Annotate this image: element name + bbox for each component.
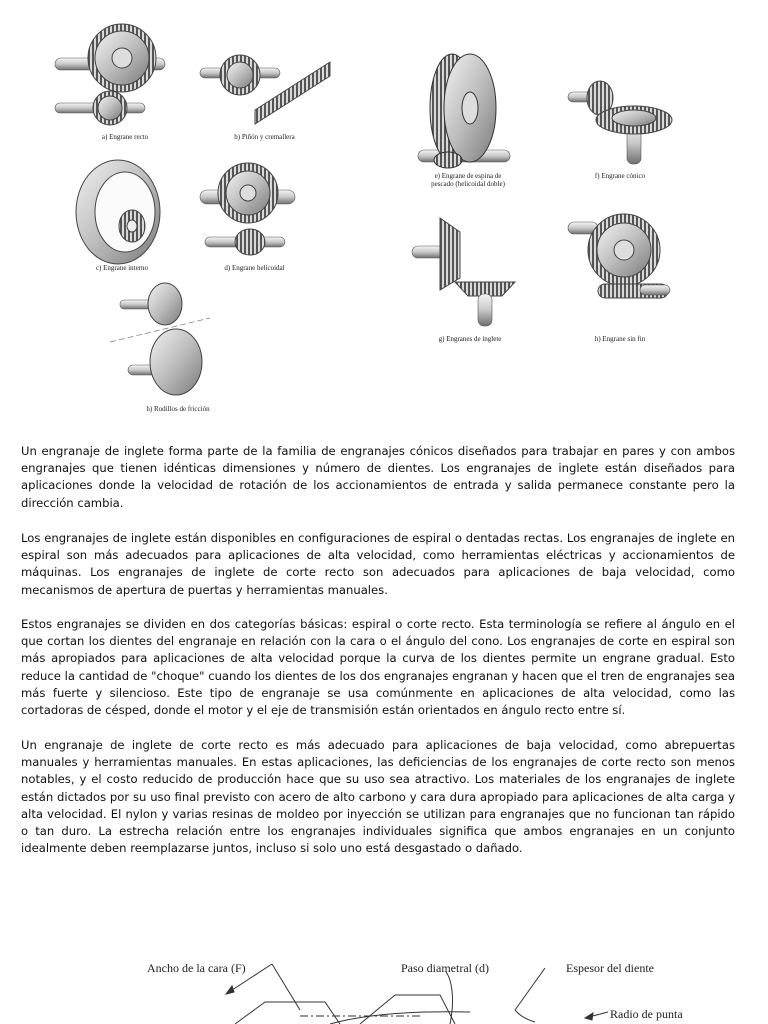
helical-gear-drawing xyxy=(200,163,295,255)
paragraph-4: Un engranaje de inglete de corte recto es más adecuado para aplicaciones de baja velocidad, como abrepuertas manuales y herramientas manuales. En estas aplicaciones, las deficiencias de los engranajes de corte recto son menos notables, y el costo reducido de producción hace que su uso sea atractivo. Los materiales de los engranajes de inglete están dictados por su uso final previsto con acero de alto carbono y cara dura apropiado para aplicaciones de alta carga y alta velocidad. El nylon y varias resinas de moldeo por inyección se utilizan para engranajes que no funcionan tan rápido o tan duro. La estrecha relación entre los engranajes individuales significa que ambos engranajes en un conjunto idealmente deben reemplazarse juntos, incluso si solo uno está desgastado o dañado. xyxy=(21,738,735,856)
caption-herringbone-gear xyxy=(418,172,518,188)
rack-pinion-drawing xyxy=(200,55,330,124)
caption-herringbone-line1: e) Engrane de espina de xyxy=(434,172,502,180)
paragraph-2: Los engranajes de inglete están disponibles en configuraciones de espiral o dentadas rectas. Los engranajes de inglete en espiral son más adecuados para aplicaciones de alta velocidad, como herramientas eléctricas y accionamientos de máquinas. Los engranajes de inglete de corte recto son adecuados para aplicaciones de baja velocidad, como mecanismos de apertura de puertas y herramientas manuales. xyxy=(21,531,735,597)
caption-bevel-gear: f) Engrane cónico xyxy=(594,172,646,180)
paragraph-3: Estos engranajes se dividen en dos categorías básicas: espiral o corte recto. Esta terminología se refiere al ángulo en el que cortan los dientes del engranaje en relación con la cara o el ángulo del cono. Los engranajes de corte en espiral son más apropiados para aplicaciones de alta velocidad porque la curva de los dientes permite un engrane gradual. Esto reduce la cantidad de "choque" cuando los dientes de los dos engranajes engranan y hacen que el tren de engranajes sea más fuerte y silencioso. Este tipo de engranaje se usa comúnmente en aplicaciones de alta velocidad, como las cortadoras de césped, donde el motor y el eje de transmisión están orientados en ángulo recto entre sí. xyxy=(21,617,735,718)
label-tip-radius: Radio de punta xyxy=(610,1007,683,1021)
gear-types-figure xyxy=(0,0,768,420)
caption-herringbone-line2: pescado (helicoidal doble) xyxy=(431,180,505,189)
caption-internal-gear: c) Engrane interno xyxy=(95,264,149,272)
caption-friction-rollers: h) Rodillos de fricción xyxy=(146,405,210,413)
worm-gear-drawing xyxy=(568,214,670,298)
bevel-gear-drawing xyxy=(568,81,672,164)
caption-worm-gear: h) Engrane sin fin xyxy=(594,335,646,343)
friction-rollers-drawing xyxy=(110,283,210,395)
miter-gears-drawing xyxy=(412,218,515,326)
caption-spur-gear: a) Engrane recto xyxy=(101,133,149,141)
label-pitch-diameter: Paso diametral (d) xyxy=(401,961,489,975)
gear-illustrations xyxy=(0,0,768,420)
caption-miter-gears: g) Engranes de inglete xyxy=(438,335,502,343)
gear-tooth-diagram xyxy=(0,950,768,1024)
herringbone-gear-drawing xyxy=(418,54,510,168)
internal-gear-drawing xyxy=(76,160,160,264)
caption-helical-gear: d) Engrane helicoidal xyxy=(224,264,285,272)
label-face-width: Ancho de la cara (F) xyxy=(147,961,246,975)
paragraph-1: Un engranaje de inglete forma parte de la familia de engranajes cónicos diseñados para trabajar en pares y con ambos engranajes que tienen idénticas dimensiones y número de dientes. Los engranajes de inglete están diseñados para aplicaciones donde la velocidad de rotación de los accionamientos de entrada y salida permanece constante pero la dirección cambia. xyxy=(21,444,735,510)
caption-rack-pinion: b) Piñón y cremallera xyxy=(234,133,295,141)
spur-gear-drawing xyxy=(55,24,165,125)
label-tooth-thickness: Espesor del diente xyxy=(566,961,654,975)
